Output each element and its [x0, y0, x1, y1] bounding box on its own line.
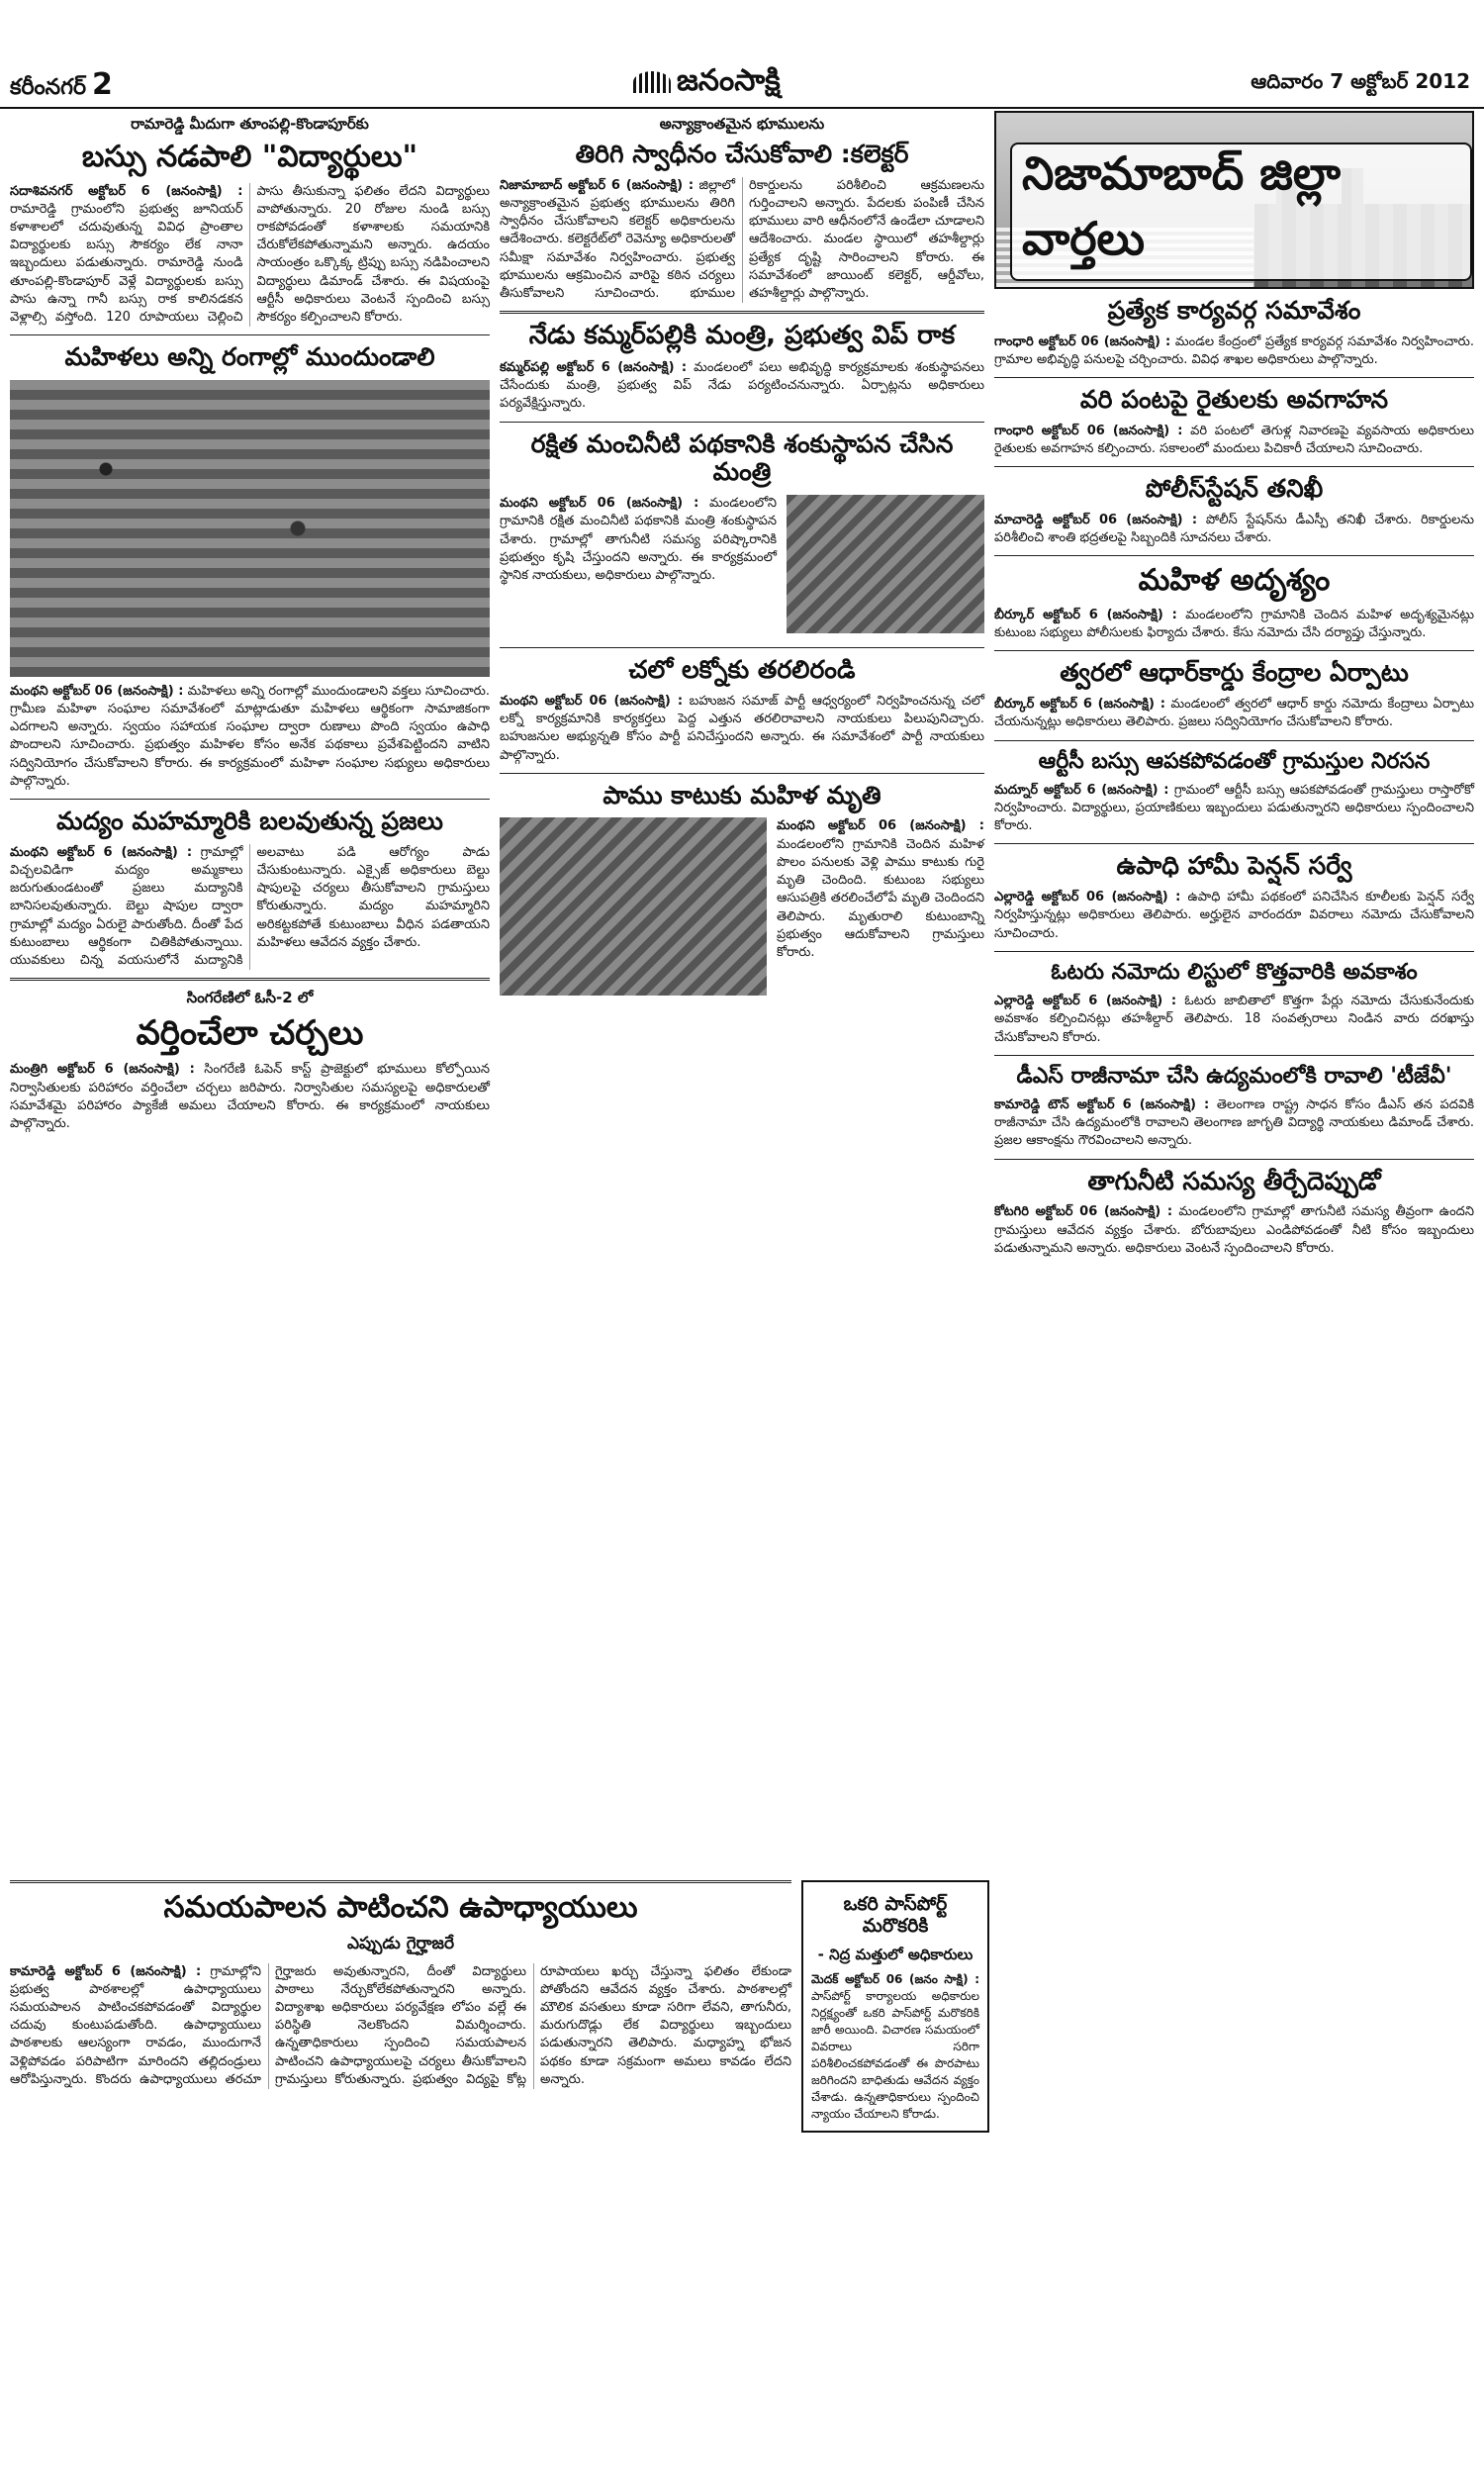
- dateline: బీర్కూర్ అక్టోబర్ 6 (జనంసాక్షి) :: [994, 607, 1177, 622]
- banner-title: నిజామాబాద్ జిల్లా వార్తలు: [1010, 143, 1472, 281]
- headline: నేడు కమ్మర్‌పల్లికి మంత్రి, ప్రభుత్వ విప్ రాక: [528, 321, 956, 351]
- article-body: మంథని అక్టోబర్ 06 (జనంసాక్షి) : బహుజన సమాజ్ పార్టీ ఆధ్వర్యంలో నిర్వహించనున్న చలో లక్నో కార్యక్రమానికి కార్యకర్తలు పెద్ద ఎత్తున తరలిరావాలని నాయకులు పిలుపునిచ్చారు. బహుజనుల అభ్యున్నతి కోసం పార్టీ పనిచేస్తుందని అన్నారు. ఈ సమావేశంలో పార్టీ నాయకులు పాల్గొన్నారు.: [500, 693, 985, 763]
- dateline: మంథని అక్టోబర్ 06 (జనంసాక్షి) :: [500, 496, 699, 512]
- dateline: మంథని అక్టోబర్ 06 (జనంసాక్షి) :: [10, 683, 184, 699]
- dateline: గాంధారి అక్టోబర్ 06 (జనంసాక్షి) :: [994, 333, 1171, 349]
- article-body: గాంధారి అక్టోబర్ 06 (జనంసాక్షి) : వరి పంటలో తెగుళ్ల నివారణపై వ్యవసాయ అధికారులు రైతులకు అవగాహన కల్పించారు. సకాలంలో మందులు పిచికారీ చేయాలని సూచించారు.: [994, 423, 1474, 457]
- dateline: కామారెడ్డి అక్టోబర్ 6 (జనంసాక్షి) :: [10, 1963, 202, 1979]
- dateline: కమ్మర్‌పల్లి అక్టోబర్ 6 (జనంసాక్షి) :: [500, 360, 688, 376]
- dateline: సదాశివనగర్ అక్టోబర్ 6 (జనంసాక్షి) :: [10, 183, 243, 199]
- article-body: ఎల్లారెడ్డి అక్టోబర్ 6 (జనంసాక్షి) : ఓటరు జాబితాలో కొత్తగా పేర్లు నమోదు చేసుకునేందుకు అవకాశం కల్పించినట్లు తహశీల్దార్ తెలిపారు. 18 సంవత్సరాలు నిండిన వారు దరఖాస్తు చేసుకోవాలని కోరారు.: [994, 994, 1475, 1045]
- headline: ఓటరు నమోదు లిస్టులో కొత్తవారికి అవకాశం: [1051, 959, 1418, 985]
- dateline: నిజామాబాద్ అక్టోబర్ 6 (జనంసాక్షి) :: [500, 177, 695, 193]
- article-body: కమ్మర్‌పల్లి అక్టోబర్ 6 (జనంసాక్షి) : మండలంలో పలు అభివృద్ధి కార్యక్రమాలకు శంకుస్థాపనలు చేసేందుకు మంత్రి, ప్రభుత్వ విప్ నేడు పర్యటించనున్నారు. ఏర్పాట్లను అధికారులు పర్యవేక్షిస్తున్నారు.: [500, 360, 984, 412]
- kicker: సింగరేణిలో ఓసీ-2 లో: [186, 989, 314, 1007]
- headline: మహిళ అదృశ్యం: [1138, 563, 1331, 599]
- paper-logo: జనంసాక్షి: [633, 63, 781, 105]
- headline: తాగునీటి సమస్య తీర్చేదెప్పుడో: [1087, 1166, 1381, 1195]
- column-b: [500, 111, 984, 1001]
- article-body: సదాశివనగర్ అక్టోబర్ 6 (జనంసాక్షి) : రామారెడ్డి గ్రామంలోని ప్రభుత్వ జూనియర్ కళాశాలలో చదువుతున్న వివిధ ప్రాంతాల విద్యార్థులకు బస్సు సౌకర్యం లేక నానా ఇబ్బందులు పడుతున్నారు. రామారెడ్డి నుండి తూంపల్లి-కొండాపూర్ వెళ్లే విద్యార్థులకు బస్సు పాసు ఉన్నా గానీ బస్సు రాక కాలినడకన వెళ్లాల్సి వస్తోంది. 120 రూపాయలు చెల్లించి పాసు తీసుకున్నా ఫలితం లేదని విద్యార్థులు వాపోతున్నారు. 20 రోజుల నుండి బస్సు రాకపోవడంతో కళాశాలకు సమయానికి చేరుకోలేకపోతున్నామని అన్నారు. ఉదయం సాయంత్రం ఒక్కొక్క ట్రిప్పు బస్సు నడిపించాలని విద్యార్థులు డిమాండ్ చేశారు. ఈ విషయంపై ఆర్టీసీ అధికారులు వెంటనే స్పందించి బస్సు సౌకర్యం కల్పించాలని కోరారు.: [10, 183, 490, 325]
- headline: ప్రత్యేక కార్యవర్గ సమావేశం: [1107, 296, 1361, 325]
- headline: ఒకరి పాస్‌పోర్ట్ మరొకరికి: [843, 1893, 948, 1937]
- subheadline: ఎప్పుడు గైర్హాజరే: [346, 1933, 455, 1953]
- article-body: ఎల్లారెడ్డి అక్టోబర్ 06 (జనంసాక్షి) : ఉపాధి హామీ పథకంలో పనిచేసిన కూలీలకు పెన్షన్ సర్వే నిర్వహిస్తున్నట్లు అధికారులు తెలిపారు. అర్హులైన వారందరూ వివరాలు నమోదు చేసుకోవాలని సూచించారు.: [994, 890, 1474, 941]
- article-body: మంత్రిగి అక్టోబర్ 6 (జనంసాక్షి) : సింగరేణి ఓపెన్ కాస్ట్ ప్రాజెక్టులో భూములు కోల్పోయిన నిర్వాసితులకు పరిహారం వర్తించేలా చర్చలు జరిపారు. నిర్వాసితుల సమస్యలపై అధికారులతో సమావేశమై పరిహారం ప్యాకేజీ అమలు చేయాలని కోరారు. ఈ కార్యక్రమంలో నాయకులు పాల్గొన్నారు.: [10, 1062, 490, 1131]
- article-body: మంథని అక్టోబర్ 06 (జనంసాక్షి) : మహిళలు అన్ని రంగాల్లో ముందుండాలని వక్తలు సూచించారు. గ్రామీణ మహిళా సంఘాల సమావేశంలో మాట్లాడుతూ మహిళలు ఆర్థికంగా సామాజికంగా ఎదగాలని అన్నారు. స్వయం సహాయక సంఘాల ద్వారా రుణాలు పొంది స్వయం ఉపాధి పొందాలని సూచించారు. ప్రభుత్వం మహిళల కోసం అనేక పథకాలు ప్రవేశపెట్టిందని వాటిని సద్వినియోగం చేసుకోవాలని కోరారు. ఈ కార్యక్రమంలో మహిళా సంఘాల సభ్యులు అధికారులు పాల్గొన్నారు.: [10, 683, 490, 789]
- article-body: మంథని అక్టోబర్ 06 (జనంసాక్షి) : మండలంలోని గ్రామానికి రక్షిత మంచినీటి పథకానికి మంత్రి శంకుస్థాపన చేశారు. గ్రామాల్లో తాగునీటి సమస్య పరిష్కారానికి ప్రభుత్వం కృషి చేస్తుందని అన్నారు. ఈ కార్యక్రమంలో స్థానిక నాయకులు, అధికారులు పాల్గొన్నారు.: [500, 495, 984, 585]
- dateline: బీర్కూర్ అక్టోబర్ 6 (జనంసాక్షి) :: [994, 697, 1165, 713]
- dateline: మంథని అక్టోబర్ 6 (జనంసాక్షి) :: [10, 844, 193, 860]
- subheadline: - నిద్ర మత్తులో అధికారులు: [817, 1945, 974, 1963]
- dateline: ఎల్లారెడ్డి అక్టోబర్ 06 (జనంసాక్షి) :: [994, 890, 1181, 905]
- dateline: గాంధారి అక్టోబర్ 06 (జనంసాక్షి) :: [994, 423, 1183, 438]
- headline: వర్తించేలా చర్చలు: [136, 1013, 364, 1054]
- photo-minister-foundation: [787, 495, 984, 633]
- logo-icon: [633, 71, 671, 93]
- dateline: మాచారెడ్డి అక్టోబర్ 06 (జనంసాక్షి) :: [994, 513, 1198, 528]
- headline: వరి పంటపై రైతులకు అవగాహన: [1079, 385, 1389, 415]
- column-c: [994, 111, 1474, 1258]
- kicker: రామారెడ్డి మీదుగా తూంపల్లి-కొండాపూర్‌కు: [131, 115, 369, 133]
- dateline: కోటగిరి అక్టోబర్ 06 (జనంసాక్షి) :: [994, 1204, 1173, 1220]
- headline: త్వరలో ఆధార్‌కార్డు కేంద్రాల ఏర్పాటు: [1060, 658, 1409, 688]
- bottom-article: [10, 1880, 791, 2089]
- article-body: మాచారెడ్డి అక్టోబర్ 06 (జనంసాక్షి) : పోలీస్ స్టేషన్‌ను డీఎస్పీ తనిఖీ చేశారు. రికార్డులను పరిశీలించి శాంతి భద్రతలపై సిబ్బందికి సూచనలు చేశారు.: [994, 513, 1474, 546]
- boxed-article: [801, 1880, 989, 2133]
- headline: డీఎస్ రాజీనామా చేసి ఉద్యమంలోకి రావాలి 'టీజేవీ': [1016, 1063, 1452, 1089]
- issue-date: ఆదివారం 7 అక్టోబర్ 2012: [1251, 69, 1470, 93]
- dateline: కామారెడ్డి టౌన్ అక్టోబర్ 6 (జనంసాక్షి) :: [994, 1097, 1210, 1112]
- headline: చలో లక్నోకు తరలిరండి: [628, 655, 856, 685]
- dateline: మంథని అక్టోబర్ 06 (జనంసాక్షి) :: [500, 693, 684, 709]
- article-body: గాంధారి అక్టోబర్ 06 (జనంసాక్షి) : మండల కేంద్రంలో ప్రత్యేక కార్యవర్గ సమావేశం నిర్వహించారు. గ్రామాల అభివృద్ధి పనులపై చర్చించారు. వివిధ శాఖల అధికారులు పాల్గొన్నారు.: [994, 333, 1475, 367]
- article-body: మంథని అక్టోబర్ 06 (జనంసాక్షి) : మండలంలోని గ్రామానికి చెందిన మహిళ పొలం పనులకు వెళ్లి పాము కాటుకు గురై మృతి చెందింది. కుటుంబ సభ్యులు ఆసుపత్రికి తరలించేలోపే మృతి చెందిందని తెలిపారు. మృతురాలి కుటుంబాన్ని ప్రభుత్వం ఆదుకోవాలని గ్రామస్తులు కోరారు.: [500, 817, 984, 962]
- article-body: మద్నూర్ అక్టోబర్ 6 (జనంసాక్షి) : గ్రామంలో ఆర్టీసీ బస్సు ఆపకపోవడంతో గ్రామస్తులు రాస్తారోకో నిర్వహించారు. విద్యార్థులు, ప్రయాణికులు ఇబ్బందులు పడుతున్నారని అధికారులు స్పందించాలని కోరారు.: [994, 782, 1474, 834]
- dateline: మంత్రిగి అక్టోబర్ 6 (జనంసాక్షి) :: [10, 1062, 195, 1078]
- edition-label: కరీంనగర్ 2: [10, 67, 113, 102]
- dateline: మెదక్ అక్టోబర్ 06 (జనం సాక్షి) :: [811, 1971, 979, 1986]
- article-body: మెదక్ అక్టోబర్ 06 (జనం సాక్షి) : పాస్‌పోర్ట్ కార్యాలయ అధికారుల నిర్లక్ష్యంతో ఒకరి పాస్‌పోర్ట్ మరొకరికి జారీ అయింది. విచారణ సమయంలో వివరాలు సరిగా పరిశీలించకపోవడంతో ఈ పొరపాటు జరిగిందని బాధితుడు ఆవేదన వ్యక్తం చేశాడు. ఉన్నతాధికారులు స్పందించి న్యాయం చేయాలని కోరాడు.: [811, 1971, 979, 2121]
- masthead: [0, 0, 1484, 109]
- headline: ఆర్టీసీ బస్సు ఆపకపోవడంతో గ్రామస్తుల నిరసన: [1038, 748, 1431, 774]
- dateline: ఎల్లారెడ్డి అక్టోబర్ 6 (జనంసాక్షి) :: [994, 994, 1177, 1009]
- article-body: కామారెడ్డి అక్టోబర్ 6 (జనంసాక్షి) : గ్రామాల్లోని ప్రభుత్వ పాఠశాలల్లో ఉపాధ్యాయులు సమయపాలన పాటించకపోవడంతో విద్యార్థుల చదువు కుంటుపడుతోంది. ఉపాధ్యాయులు పాఠశాలకు ఆలస్యంగా రావడం, ముందుగానే వెళ్లిపోవడం పరిపాటిగా మారిందని తల్లిదండ్రులు ఆరోపిస్తున్నారు. కొందరు ఉపాధ్యాయులు తరచూ గైర్హాజరు అవుతున్నారని, దీంతో విద్యార్థులు పాఠాలు నేర్చుకోలేకపోతున్నారని అన్నారు. విద్యాశాఖ అధికారులు పర్యవేక్షణ లోపం వల్లే ఈ పరిస్థితి నెలకొందని విమర్శించారు. ఉన్నతాధికారులు స్పందించి సమయపాలన పాటించని ఉపాధ్యాయులపై చర్యలు తీసుకోవాలని గ్రామస్తులు కోరుతున్నారు. ప్రభుత్వం విద్యపై కోట్ల రూపాయలు ఖర్చు చేస్తున్నా ఫలితం లేకుండా పోతోందని ఆవేదన వ్యక్తం చేశారు. పాఠశాలల్లో మౌలిక వసతులు కూడా సరిగా లేవని, తాగునీరు, మరుగుదొడ్లు లేక విద్యార్థులు ఇబ్బందులు పడుతున్నారని తెలిపారు. మధ్యాహ్న భోజన పథకం కూడా సక్రమంగా అమలు కావడం లేదని అన్నారు.: [10, 1963, 791, 2087]
- headline: పోలీస్‌స్టేషన్ తనిఖీ: [1145, 474, 1324, 504]
- column-a: [10, 111, 490, 1133]
- photo-snakebite-victim: [500, 817, 767, 996]
- page-number: 2: [92, 67, 113, 102]
- headline: పాము కాటుకు మహిళ మృతి: [603, 780, 881, 809]
- article-body: మంథని అక్టోబర్ 6 (జనంసాక్షి) : గ్రామాల్లో విచ్చలవిడిగా మద్యం అమ్మకాలు జరుగుతుండటంతో ప్రజలు మద్యానికి బానిసలవుతున్నారు. బెల్టు షాపుల ద్వారా గ్రామాల్లో మద్యం ఏరులై పారుతోంది. దీంతో పేద కుటుంబాలు ఆర్థికంగా చితికిపోతున్నాయి. యువకులు చిన్న వయసులోనే మద్యానికి అలవాటు పడి ఆరోగ్యం పాడు చేసుకుంటున్నారు. ఎక్సైజ్ అధికారులు బెల్టు షాపులపై చర్యలు తీసుకోవాలని గ్రామస్తులు కోరుతున్నారు. మద్యం మహమ్మారిని అరికట్టకపోతే కుటుంబాలు వీధిన పడతాయని మహిళలు ఆవేదన వ్యక్తం చేశారు.: [10, 844, 490, 969]
- district-news-banner: [994, 111, 1474, 289]
- dateline: మద్నూర్ అక్టోబర్ 6 (జనంసాక్షి) :: [994, 782, 1169, 798]
- photo-women-meeting: [10, 380, 490, 677]
- headline: తిరిగి స్వాధీనం చేసుకోవాలి :కలెక్టర్: [575, 140, 909, 168]
- dateline: మంథని అక్టోబర్ 06 (జనంసాక్షి) :: [777, 818, 984, 834]
- article-body: కామారెడ్డి టౌన్ అక్టోబర్ 6 (జనంసాక్షి) : తెలంగాణ రాష్ట్ర సాధన కోసం డీఎస్ తన పదవికి రాజీనామా చేసి ఉద్యమంలోకి రావాలని తెలంగాణ జాగృతి విద్యార్థి నాయకులు డిమాండ్ చేశారు. ప్రజల ఆకాంక్షను గౌరవించాలని అన్నారు.: [994, 1097, 1474, 1149]
- headline: మద్యం మహమ్మారికి బలవుతున్న ప్రజలు: [56, 807, 443, 836]
- article-body: బీర్కూర్ అక్టోబర్ 6 (జనంసాక్షి) : మండలంలో త్వరలో ఆధార్ కార్డు నమోదు కేంద్రాలు ఏర్పాటు చేయనున్నట్లు అధికారులు తెలిపారు. ప్రజలు సద్వినియోగం చేసుకోవాలని కోరారు.: [994, 697, 1475, 730]
- headline: సమయపాలన పాటించని ఉపాధ్యాయులు: [163, 1890, 638, 1925]
- headline: బస్సు నడపాలి "విద్యార్థులు": [81, 140, 418, 174]
- headline: రక్షిత మంచినీటి పథకానికి శంకుస్థాపన చేసిన మంత్రి: [530, 428, 954, 487]
- headline: ఉపాధి హామీ పెన్షన్ సర్వే: [1116, 851, 1352, 881]
- article-body: నిజామాబాద్ అక్టోబర్ 6 (జనంసాక్షి) : జిల్లాలో అన్యాక్రాంతమైన ప్రభుత్వ భూములను తిరిగి స్వాధీనం చేసుకోవాలని కలెక్టర్ అధికారులను ఆదేశించారు. కలెక్టరేట్‌లో రెవెన్యూ అధికారులతో సమీక్షా సమావేశం నిర్వహించారు. ప్రభుత్వ భూములను ఆక్రమించిన వారిపై కఠిన చర్యలు తీసుకోవాలని సూచించారు. భూముల రికార్డులను పరిశీలించి ఆక్రమణలను గుర్తించాలని అన్నారు. పేదలకు పంపిణీ చేసిన భూములు వారి ఆధీనంలోనే ఉండేలా చూడాలని ఆదేశించారు. మండల స్థాయిలో తహశీల్దార్లు ప్రత్యేక దృష్టి సారించాలని కోరారు. ఈ సమావేశంలో జాయింట్ కలెక్టర్, ఆర్డీవోలు, తహశీల్దార్లు పాల్గొన్నారు.: [500, 177, 984, 301]
- headline: మహిళలు అన్ని రంగాల్లో ముందుండాలి: [64, 342, 435, 372]
- article-body: కోటగిరి అక్టోబర్ 06 (జనంసాక్షి) : మండలంలోని గ్రామాల్లో తాగునీటి సమస్య తీవ్రంగా ఉందని గ్రామస్తులు ఆవేదన వ్యక్తం చేశారు. బోరుబావులు ఎండిపోవడంతో నీటి కోసం ఇబ్బందులు పడుతున్నామని అన్నారు. అధికారులు వెంటనే స్పందించాలని కోరారు.: [994, 1204, 1474, 1256]
- kicker: అన్యాక్రాంతమైన భూములను: [659, 115, 825, 133]
- article-body: బీర్కూర్ అక్టోబర్ 6 (జనంసాక్షి) : మండలంలోని గ్రామానికి చెందిన మహిళ అదృశ్యమైనట్లు కుటుంబ సభ్యులు పోలీసులకు ఫిర్యాదు చేశారు. కేసు నమోదు చేసి దర్యాప్తు చేస్తున్నారు.: [994, 607, 1474, 641]
